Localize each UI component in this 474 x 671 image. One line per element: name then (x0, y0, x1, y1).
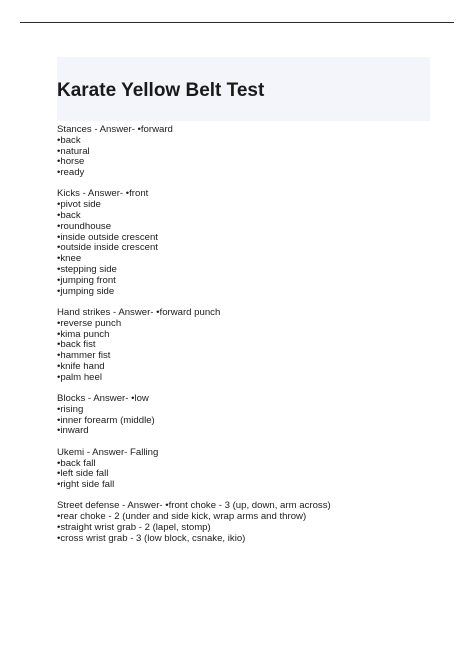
document-body (57, 125, 437, 555)
list-item: •left side fall (57, 468, 109, 480)
list-item: •natural (57, 145, 90, 157)
title-band (57, 57, 430, 121)
list-item: •inside outside crescent (57, 231, 158, 243)
section-blocks (57, 394, 437, 437)
list-item: •back fall (57, 457, 96, 469)
section-street-defense (57, 501, 437, 544)
page-title: Karate Yellow Belt Test (57, 80, 265, 101)
list-item: •reverse punch (57, 317, 122, 329)
section-heading: Ukemi - Answer- Falling (57, 446, 159, 458)
list-item: •kima punch (57, 328, 110, 340)
top-divider (20, 22, 454, 23)
list-item: •hammer fist (57, 350, 111, 362)
list-item: •back (57, 134, 81, 146)
section-heading: Stances - Answer- •forward (57, 124, 173, 135)
list-item: •outside inside crescent (57, 242, 158, 254)
section-heading: Kicks - Answer- •front (57, 188, 149, 200)
list-item: •pivot side (57, 199, 101, 211)
section-heading: Street defense - Answer- •front choke - 3 (up, down, arm across) (57, 500, 331, 512)
list-item: •jumping side (57, 285, 115, 297)
list-item: •back fist (57, 339, 96, 351)
list-item: •stepping side (57, 264, 117, 276)
list-item: •right side fall (57, 479, 115, 491)
list-item: •cross wrist grab - 3 (low block, csnake, ikio) (57, 532, 246, 544)
list-item: •ready (57, 167, 85, 179)
list-item: •inward (57, 425, 89, 437)
list-item: •palm heel (57, 371, 102, 383)
list-item: •roundhouse (57, 220, 112, 232)
list-item: •back (57, 210, 81, 222)
list-item: •knife hand (57, 360, 105, 372)
section-stances (57, 125, 437, 179)
section-heading: Hand strikes - Answer- •forward punch (57, 306, 221, 318)
section-hand-strikes (57, 308, 437, 384)
list-item: •jumping front (57, 274, 116, 286)
section-ukemi (57, 448, 437, 491)
list-item: •horse (57, 156, 85, 168)
list-item: •rear choke - 2 (under and side kick, wrap arms and throw) (57, 511, 307, 523)
list-item: •rising (57, 403, 84, 415)
list-item: •knee (57, 253, 82, 265)
section-heading: Blocks - Answer- •low (57, 393, 149, 405)
list-item: •straight wrist grab - 2 (lapel, stomp) (57, 522, 211, 533)
list-item: •inner forearm (middle) (57, 414, 155, 426)
section-kicks (57, 189, 437, 297)
